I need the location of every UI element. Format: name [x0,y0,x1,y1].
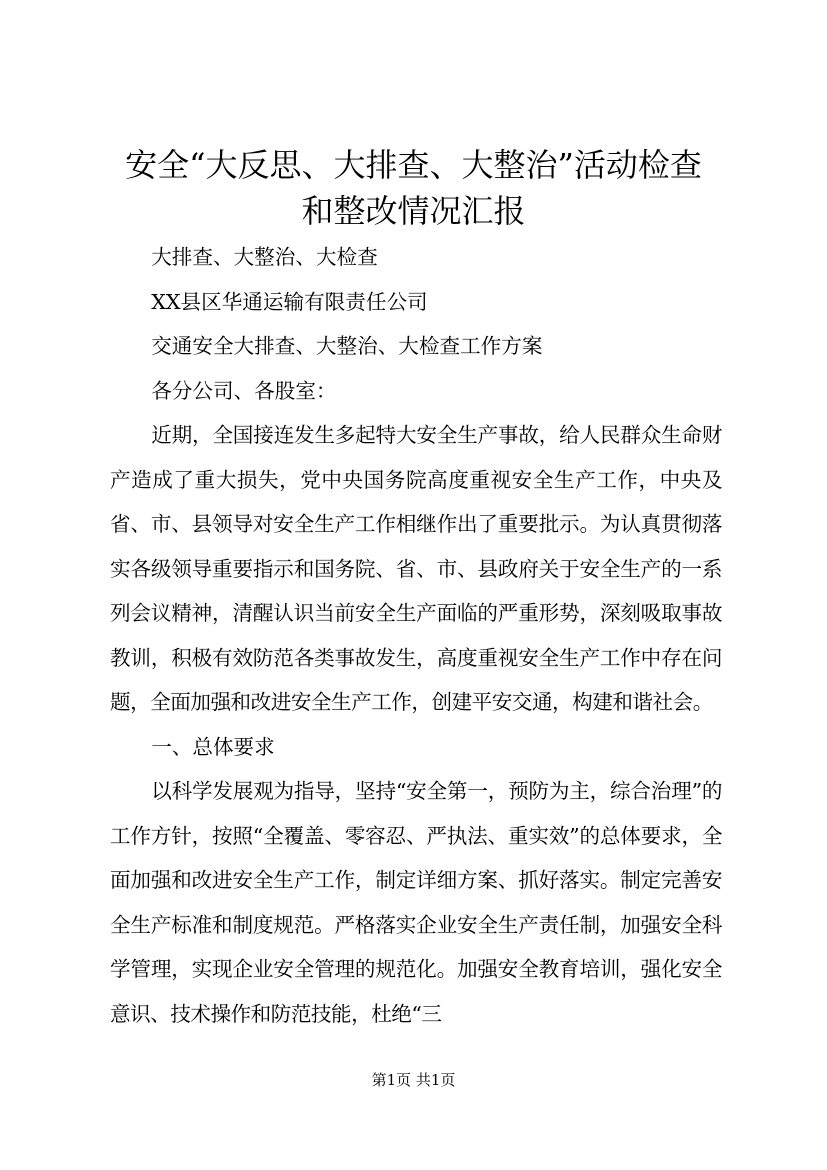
paragraph-company: XX县区华通运输有限责任公司 [151,289,428,314]
document-title: 安全“大反思、大排查、大整治”活动检查和整改情况汇报 [125,146,702,230]
paragraph-background: 近期，全国接连发生多起特大安全生产事故，给人民群众生命财产造成了重大损失，党中央国务院高度重视安全生产工作，中央及省、市、县领导对安全生产工作相继作出了重要批示。为认真贯彻落实各级领导重要指示和国务院、省、市、县政府关于安全生产的一系列会议精神，清醒认识当前安全生产面临的严重形势，深刻吸取事故教训，积极有效防范各类事故发生，高度重视安全生产工作中存在问题，全面加强和改进安全生产工作，创建平安交通，构建和谐社会。 [110,423,722,714]
paragraph-subject: 大排查、大整治、大检查 [151,245,378,269]
section-heading-general-requirements: 一、总体要求 [151,734,275,759]
document-body [110,235,722,1036]
paragraph-general-requirements: 以科学发展观为指导，坚持“安全第一，预防为主，综合治理”的工作方针，按照“全覆盖、零容忍、严执法、重实效”的总体要求，全面加强和改进安全生产工作，制定详细方案、抓好落实。制定完善安全生产标准和制度规范。严格落实企业安全生产责任制，加强安全科学管理，实现企业安全管理的规范化。加强安全教育培训，强化安全意识、技术操作和防范技能，杜绝“三 [110,779,722,1026]
paragraph-plan-title: 交通安全大排查、大整治、大检查工作方案 [151,334,543,358]
paragraph-salutation: 各分公司、各股室： [151,378,337,403]
page-indicator: 第1页 共1页 [371,1071,456,1089]
